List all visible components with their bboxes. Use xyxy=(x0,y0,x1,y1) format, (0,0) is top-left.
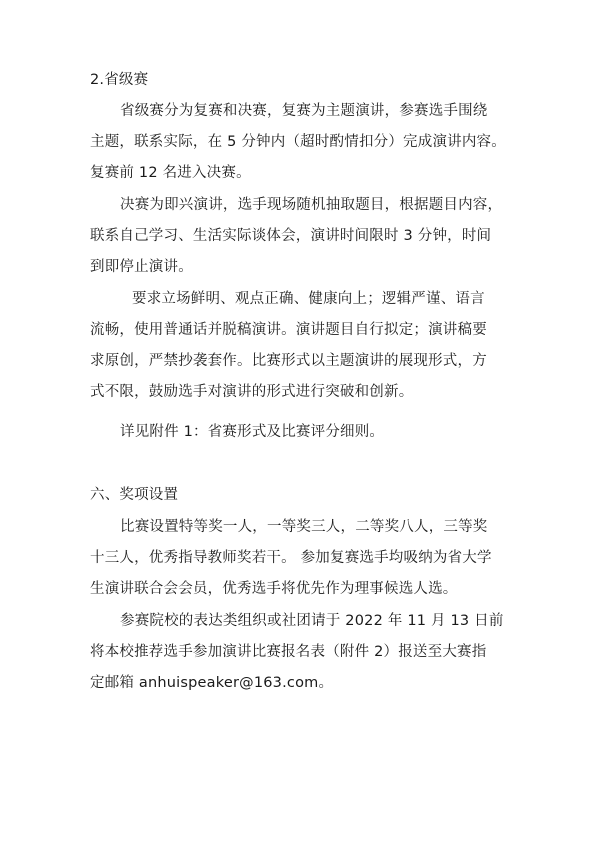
paragraph-line: 将本校推荐选手参加演讲比赛报名表（附件 2）报送至大赛指 xyxy=(90,644,487,660)
paragraph-line: 决赛为即兴演讲，选手现场随机抽取题目，根据题目内容， xyxy=(120,197,503,213)
paragraph-line: 详见附件 1：省赛形式及比赛评分细则。 xyxy=(120,424,385,440)
paragraph-line: 复赛前 12 名进入决赛。 xyxy=(90,165,251,181)
paragraph-line: 主题，联系实际，在 5 分钟内（超时酌情扣分）完成演讲内容。 xyxy=(90,134,506,150)
paragraph-line: 到即停止演讲。 xyxy=(90,259,193,275)
paragraph-line: 式不限，鼓励选手对演讲的形式进行突破和创新。 xyxy=(90,384,414,400)
paragraph-line: 要求立场鲜明、观点正确、健康向上；逻辑严谨、语言 xyxy=(132,291,485,307)
section-heading-provincial: 2.省级赛 xyxy=(90,72,149,88)
paragraph-line: 十三人，优秀指导教师奖若干。 参加复赛选手均吸纳为省大学 xyxy=(90,550,492,566)
paragraph-line: 流畅，使用普通话并脱稿演讲。演讲题目自行拟定；演讲稿要 xyxy=(90,322,487,338)
paragraph-line: 求原创，严禁抄袭套作。比赛形式以主题演讲的展现形式，方 xyxy=(90,353,487,369)
paragraph-line: 定邮箱 anhuispeaker@163.com。 xyxy=(90,675,334,691)
paragraph-line: 参赛院校的表达类组织或社团请于 2022 年 11 月 13 日前 xyxy=(120,613,504,629)
paragraph-line: 省级赛分为复赛和决赛，复赛为主题演讲，参赛选手围绕 xyxy=(120,103,488,119)
paragraph-line: 比赛设置特等奖一人，一等奖三人，二等奖八人，三等奖 xyxy=(120,519,488,535)
section-heading-awards: 六、奖项设置 xyxy=(90,487,179,503)
paragraph-line: 联系自己学习、生活实际谈体会，演讲时间限时 3 分钟，时间 xyxy=(90,228,492,244)
paragraph-line: 生演讲联合会会员，优秀选手将优先作为理事候选人选。 xyxy=(90,581,458,597)
